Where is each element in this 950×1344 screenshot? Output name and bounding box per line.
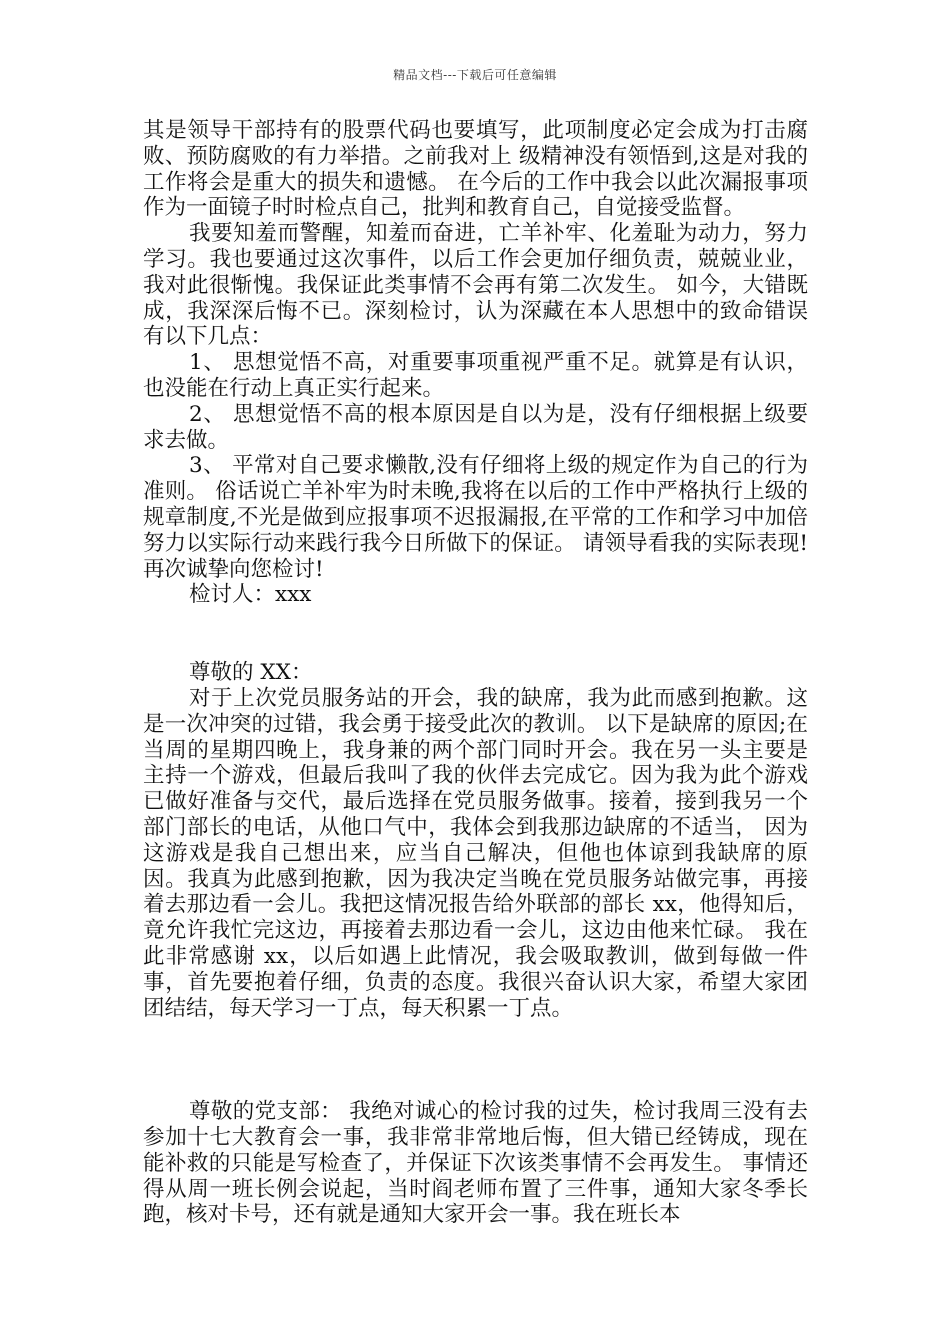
- paragraph: 尊敬的党支部： 我绝对诚心的检讨我的过失，检讨我周三没有去参加十七大教育会一事，我非常非常地后悔，但大错已经铸成，现在能补救的只能是写检查了，并保证下次该类事情不会再发生。 事情还得从周一班长例会说起，当时阎老师布置了三件事，通知大家冬季长跑，核对卡号，还有就是通知大家开会一事。我在班长本: [143, 1099, 808, 1228]
- salutation: 尊敬的 XX：: [189, 660, 313, 686]
- document-body: [143, 118, 808, 1228]
- page-header: 精品文档---下载后可任意编辑: [393, 68, 557, 82]
- list-item: 3、 平常对自己要求懒散,没有仔细将上级的规定作为自己的行为准则。 俗话说亡羊补牢为时未晚,我将在以后的工作中严格执行上级的规章制度,不光是做到应报事项不迟报漏报,在平常的工作和学习中加倍努力以实际行动来践行我今日所做下的保证。 请领导看我的实际表现! 再次诚挚向您检讨!: [143, 453, 808, 582]
- paragraph: 我要知羞而警醒，知羞而奋进，亡羊补牢、化羞耻为动力，努力学习。我也要通过这次事件，以后工作会更加仔细负责，兢兢业业，我对此很惭愧。我保证此类事情不会再有第二次发生。 如今，大错既成，我深深后悔不已。深刻检讨，认为深藏在本人思想中的致命错误有以下几点：: [143, 221, 808, 350]
- signature: 检讨人：xxx: [189, 582, 312, 608]
- paragraph: 对于上次党员服务站的开会，我的缺席，我为此而感到抱歉。这是一次冲突的过错，我会勇于接受此次的教训。 以下是缺席的原因;在当周的星期四晚上，我身兼的两个部门同时开会。我在另一头主要是主持一个游戏，但最后我叫了我的伙伴去完成它。因为我为此个游戏已做好准备与交代，最后选择在党员服务做事。接着，接到我另一个部门部长的电话，从他口气中，我体会到我那边缺席的不适当， 因为这游戏是我自己想出来，应当自己解决，但他也体谅到我缺席的原因。我真为此感到抱歉，因为我决定当晚在党员服务站做完事，再接着去那边看一会儿。我把这情况报告给外联部的部长 xx，他得知后，竟允许我忙完这边，再接着去那边看一会儿，这边由他来忙碌。 我在此非常感谢 xx，以后如遇上此情况，我会吸取教训，做到每做一件事，首先要抱着仔细，负责的态度。我很兴奋认识大家，希望大家团团结结，每天学习一丁点，每天积累一丁点。: [143, 685, 808, 1021]
- paragraph: 其是领导干部持有的股票代码也要填写，此项制度必定会成为打击腐败、预防腐败的有力举措。之前我对上 级精神没有领悟到,这是对我的工作将会是重大的损失和遗憾。 在今后的工作中我会以此次漏报事项作为一面镜子时时检点自己，批判和教育自己，自觉接受监督。: [143, 118, 808, 221]
- section-gap: [143, 1021, 808, 1099]
- list-item: 1、 思想觉悟不高，对重要事项重视严重不足。就算是有认识，也没能在行动上真正实行起来。: [143, 350, 808, 401]
- section-gap: [143, 608, 808, 660]
- list-item: 2、 思想觉悟不高的根本原因是自以为是，没有仔细根据上级要求去做。: [143, 401, 808, 453]
